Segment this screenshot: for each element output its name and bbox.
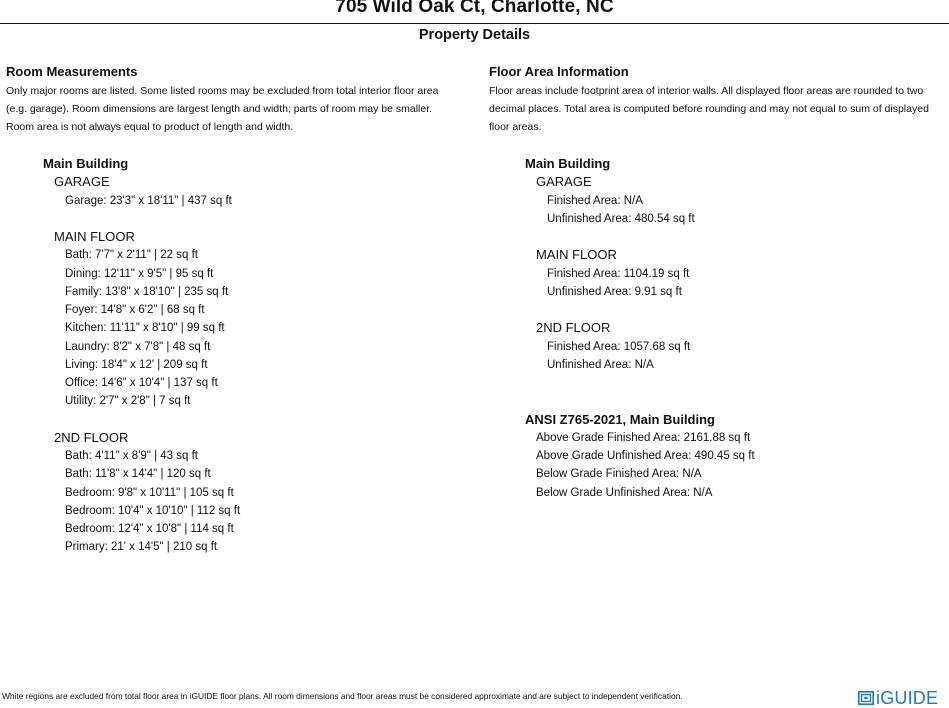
room-item: Garage: 23'3" x 18'11" | 437 sq ft <box>65 194 232 207</box>
room-item: Bath: 11'8" x 14'4" | 120 sq ft <box>65 468 211 481</box>
description-line: (e.g. garage). Room dimensions are largest length and width; parts of room may be smaller. <box>6 103 433 116</box>
floor-heading-second: 2ND FLOOR <box>54 429 129 445</box>
ansi-line: Below Grade Finished Area: N/A <box>536 468 702 481</box>
ansi-line: Above Grade Finished Area: 2161.88 sq ft <box>536 431 751 444</box>
finished-area: Finished Area: N/A <box>547 194 643 207</box>
ansi-line: Above Grade Unfinished Area: 490.45 sq ft <box>536 450 755 462</box>
floor-heading-second: 2ND FLOOR <box>536 320 611 336</box>
page-subtitle: Property Details <box>418 27 531 43</box>
room-item: Primary: 21' x 14'5" | 210 sq ft <box>65 541 218 554</box>
floor-area-list <box>525 155 755 502</box>
unfinished-area: Unfinished Area: 480.54 sq ft <box>547 212 695 225</box>
title-divider <box>0 23 949 24</box>
room-item: Bath: 7'7" x 2'11" | 22 sq ft <box>65 249 198 262</box>
description-line: Room area is not always equal to product of length and width. <box>6 121 294 134</box>
finished-area: Finished Area: 1104.19 sq ft <box>547 267 690 280</box>
property-address-title: 705 Wild Oak Ct, Charlotte, NC <box>335 0 614 17</box>
room-item: Foyer: 14'8" x 6'2" | 68 sq ft <box>65 304 205 316</box>
footer-disclaimer: White regions are excluded from total floor area in iGUIDE floor plans. All room dimensions and floor areas must be considered approximate and are subject to independent verification. <box>2 691 683 701</box>
room-measurements-description <box>6 82 474 137</box>
room-measurements-heading: Room Measurements <box>6 64 138 79</box>
building-heading: Main Building <box>525 156 611 171</box>
room-item: Dining: 12'11" x 9'5" | 95 sq ft <box>65 267 214 280</box>
iguide-logo <box>858 688 938 708</box>
floor-heading-garage: GARAGE <box>54 174 110 190</box>
description-line: decimal places. Total area is computed before rounding and may not equal to sum of displayed <box>489 103 929 116</box>
room-item: Laundry: 8'2" x 7'8" | 48 sq ft <box>65 340 211 353</box>
floor-area-description <box>489 82 949 137</box>
floor-area-heading: Floor Area Information <box>489 64 629 79</box>
floor-heading-garage: GARAGE <box>536 174 592 190</box>
description-line: Only major rooms are listed. Some listed rooms may be excluded from total interior floor area <box>6 85 439 97</box>
unfinished-area: Unfinished Area: 9.91 sq ft <box>547 285 682 298</box>
room-item: Bedroom: 12'4" x 10'8" | 114 sq ft <box>65 523 234 535</box>
room-list <box>43 155 240 557</box>
description-line: Floor areas include footprint area of interior walls. All displayed floor areas are rounded to two <box>489 85 924 97</box>
ansi-heading: ANSI Z765-2021, Main Building <box>525 411 715 427</box>
room-item: Bedroom: 9'8" x 10'11" | 105 sq ft <box>65 486 234 499</box>
unfinished-area: Unfinished Area: N/A <box>547 358 654 371</box>
room-item: Kitchen: 11'11" x 8'10" | 99 sq ft <box>65 322 225 335</box>
finished-area: Finished Area: 1057.68 sq ft <box>547 340 691 353</box>
room-item: Utility: 2'7" x 2'8" | 7 sq ft <box>65 395 191 408</box>
building-heading: Main Building <box>43 156 129 171</box>
room-item: Bedroom: 10'4" x 10'10" | 112 sq ft <box>65 504 241 517</box>
room-measurements-section <box>6 64 474 137</box>
floor-heading-main: MAIN FLOOR <box>536 247 617 263</box>
iguide-logo-icon <box>858 691 874 705</box>
iguide-logo-text: iGUIDE <box>876 688 939 708</box>
room-item: Family: 13'8" x 18'10" | 235 sq ft <box>65 285 229 298</box>
floor-area-section <box>489 64 949 137</box>
description-line: floor areas. <box>489 121 542 134</box>
room-item: Office: 14'6" x 10'4" | 137 sq ft <box>65 377 218 389</box>
room-item: Bath: 4'11" x 8'9" | 43 sq ft <box>65 450 198 462</box>
room-item: Living: 18'4" x 12' | 209 sq ft <box>65 358 208 371</box>
ansi-line: Below Grade Unfinished Area: N/A <box>536 486 713 499</box>
floor-heading-main: MAIN FLOOR <box>54 229 135 244</box>
